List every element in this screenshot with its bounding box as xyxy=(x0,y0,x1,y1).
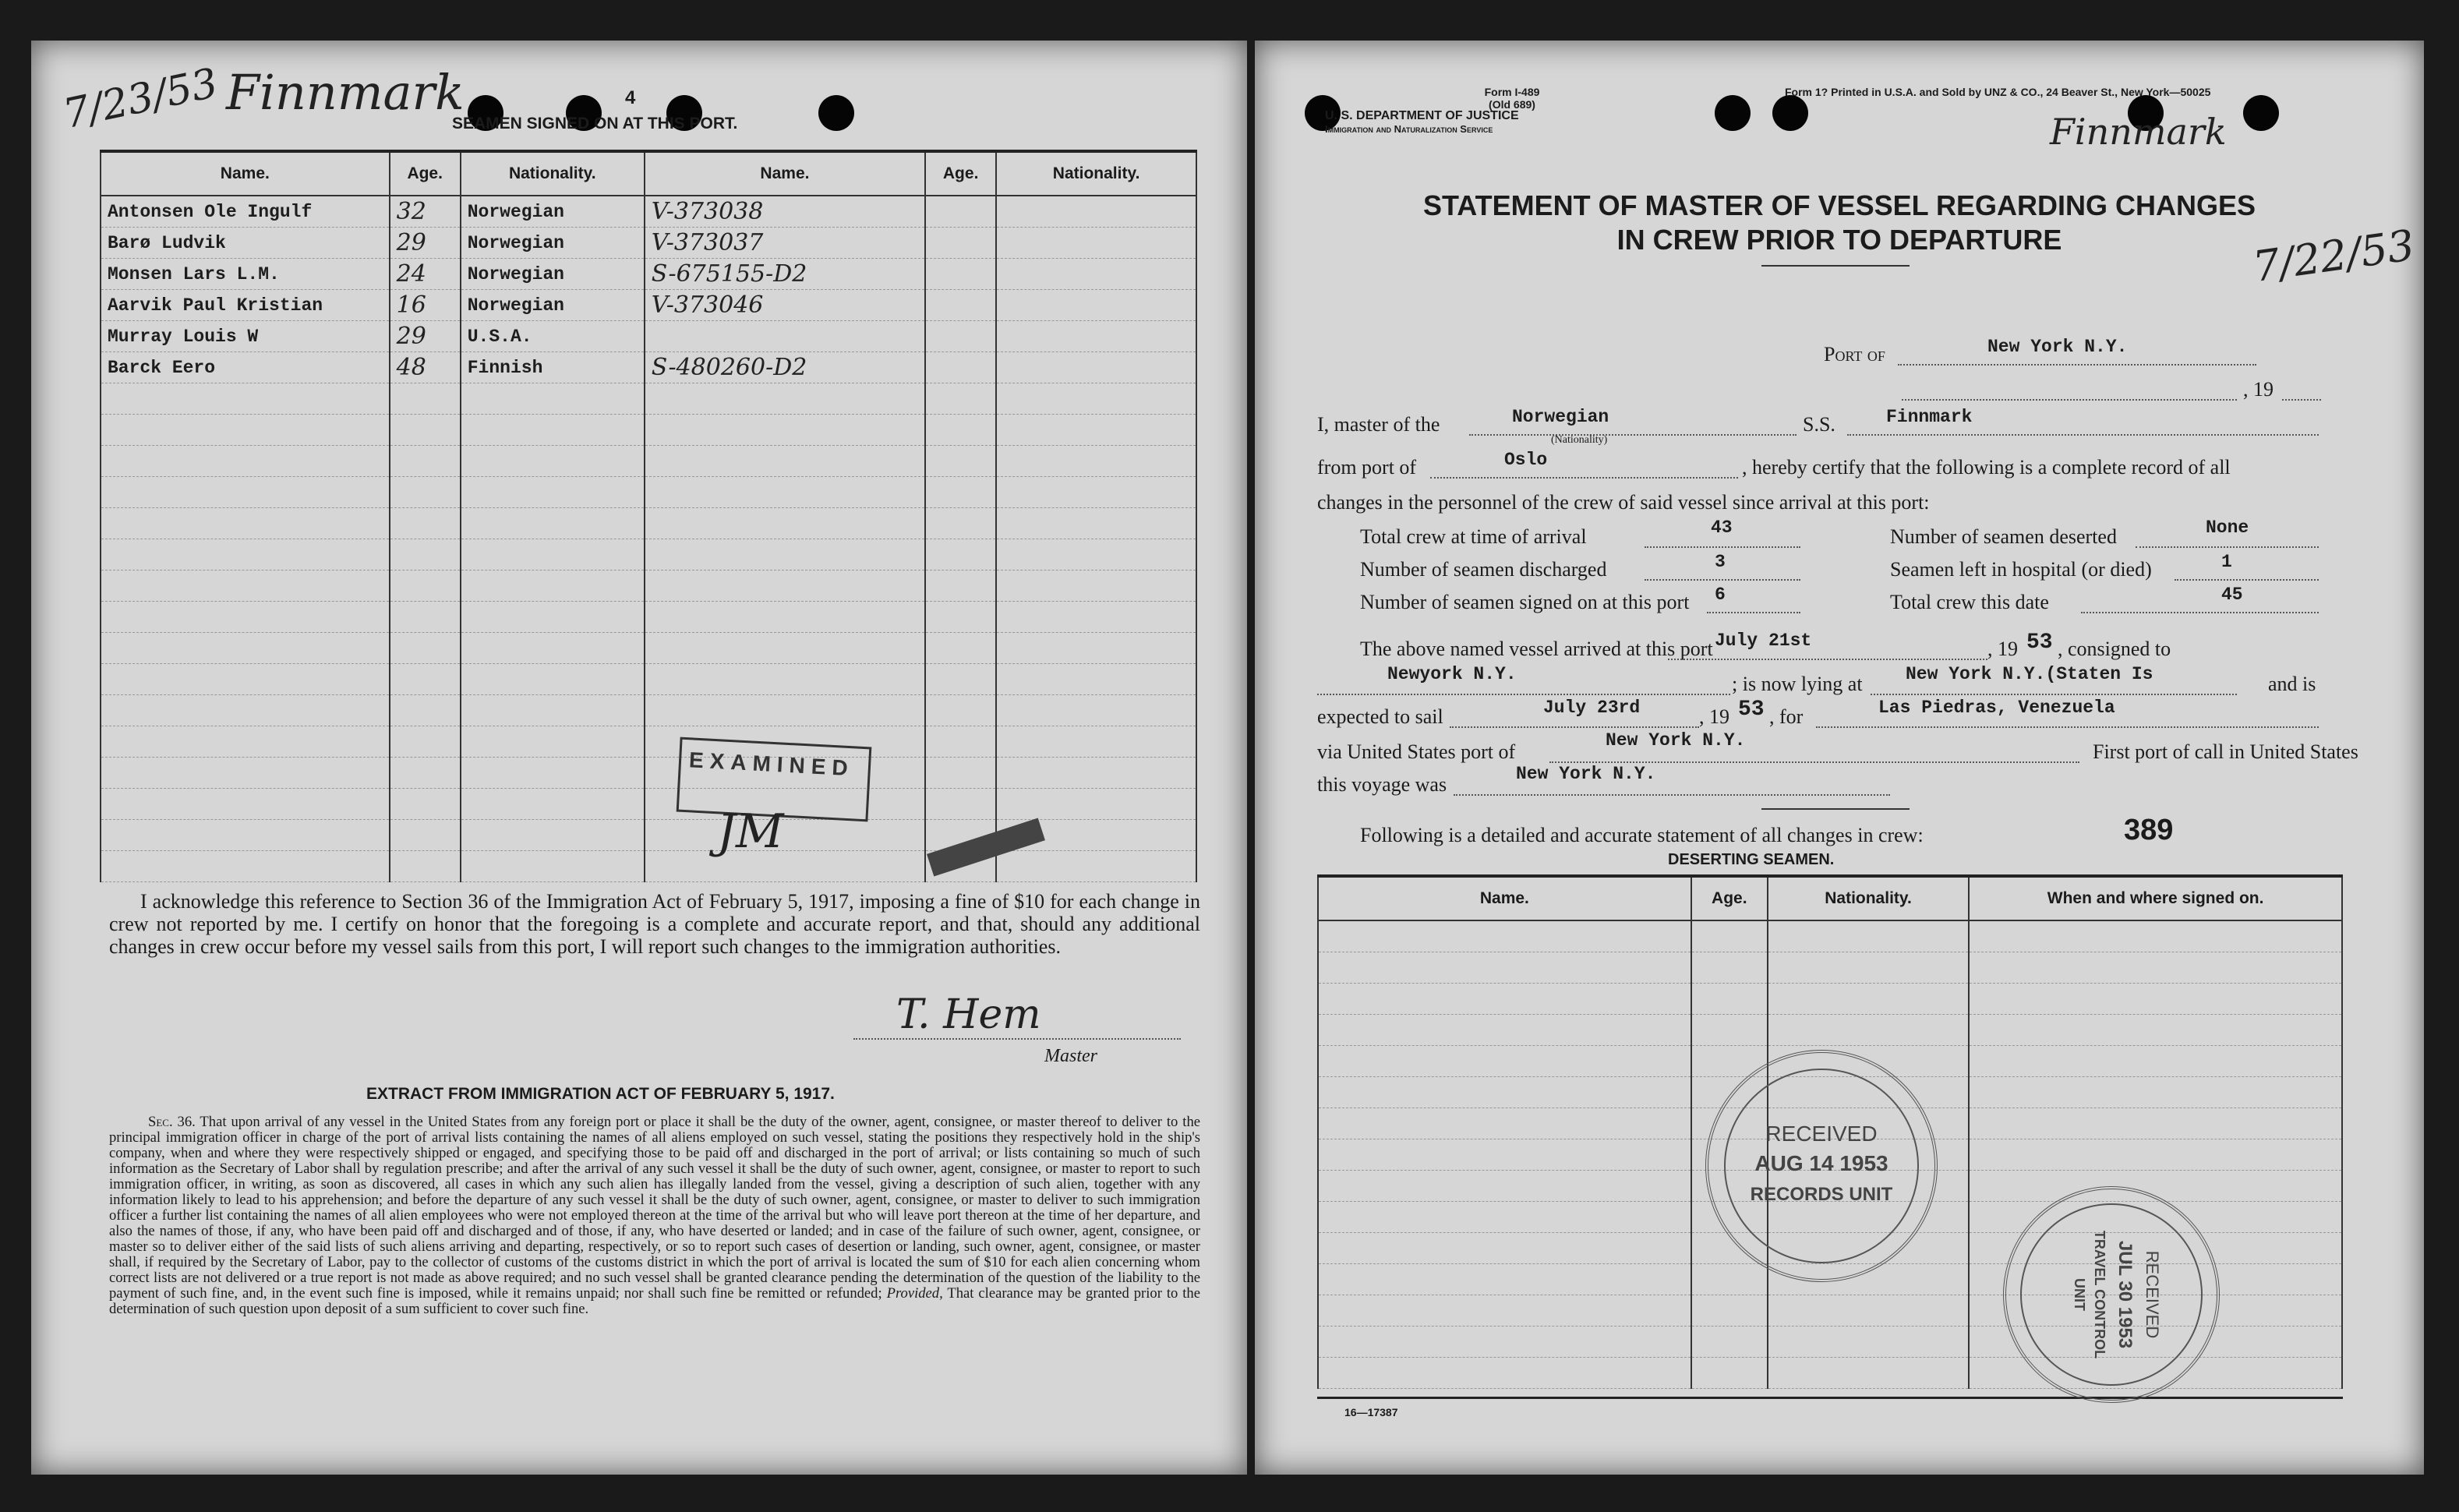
punch-hole xyxy=(2243,95,2279,131)
cell-nationality-2 xyxy=(996,602,1196,633)
cell-nationality-2 xyxy=(996,196,1196,228)
cell-age xyxy=(390,633,461,664)
left-page xyxy=(31,41,1247,1475)
cell-name xyxy=(1318,1171,1691,1202)
cell-name xyxy=(101,539,390,571)
first-port-label: First port of call in United States xyxy=(2093,740,2358,763)
cell-when-where xyxy=(1969,1077,2342,1108)
cell-name xyxy=(1318,1233,1691,1264)
form-header xyxy=(1411,86,1613,111)
via-label: via United States port of xyxy=(1317,740,1516,763)
and-is-label: and is xyxy=(2268,673,2316,695)
cell-nationality xyxy=(461,602,645,633)
cell-nationality: Norwegian xyxy=(461,196,645,228)
cell-when-where xyxy=(1969,1139,2342,1171)
cell-nationality xyxy=(461,820,645,851)
discharged-label: Number of seamen discharged xyxy=(1360,558,1607,581)
cell-nationality xyxy=(1768,1327,1969,1358)
cell-age: 48 xyxy=(390,352,461,383)
cell-note: S-675155-D2 xyxy=(645,259,925,290)
col-name-2: Name. xyxy=(645,151,925,196)
cell-age xyxy=(390,571,461,602)
cell-nationality xyxy=(461,726,645,758)
cell-name xyxy=(101,508,390,539)
extract-section: Sec. 36. xyxy=(148,1114,196,1130)
received-travel-stamp xyxy=(2003,1186,2220,1403)
cell-age-2 xyxy=(925,290,996,321)
signature-line xyxy=(853,1038,1181,1040)
cell-age xyxy=(390,664,461,695)
sail-year-prefix: , 19 xyxy=(1699,705,1729,728)
cell-age-2 xyxy=(925,383,996,415)
hospital-label: Seamen left in hospital (or died) xyxy=(1890,558,2152,581)
arrived-label: The above named vessel arrived at this port xyxy=(1360,638,1713,660)
cell-age-2 xyxy=(925,789,996,820)
cell-name xyxy=(1318,952,1691,984)
right-page xyxy=(1255,41,2424,1475)
stamp1-line2: AUG 14 1953 xyxy=(1754,1151,1888,1175)
stamp1-line3: RECORDS UNIT xyxy=(1750,1184,1893,1205)
cell-name xyxy=(101,633,390,664)
cell-name xyxy=(101,477,390,508)
cell-age-2 xyxy=(925,446,996,477)
cell-nationality xyxy=(461,539,645,571)
destination-value: Las Piedras, Venezuela xyxy=(1878,698,2115,718)
table-row xyxy=(101,259,1196,290)
cell-nationality-2 xyxy=(996,664,1196,695)
col-age-2: Age. xyxy=(925,151,996,196)
cell-name xyxy=(1318,984,1691,1015)
extract-provided: Provided, xyxy=(886,1285,943,1302)
cell-nationality xyxy=(461,477,645,508)
table-row xyxy=(101,789,1196,820)
cell-note xyxy=(645,539,925,571)
total-crew-arrival-value: 43 xyxy=(1711,518,1733,538)
cell-age xyxy=(390,820,461,851)
cell-nationality xyxy=(461,695,645,726)
cell-nationality xyxy=(461,571,645,602)
cell-age xyxy=(390,602,461,633)
cell-nationality-2 xyxy=(996,695,1196,726)
printer-line: Form 1? Printed in U.S.A. and Sold by UNZ & CO., 24 Beaver St., New York—50025 xyxy=(1785,86,2211,98)
cell-nationality xyxy=(461,758,645,789)
cell-age-2 xyxy=(925,664,996,695)
cell-age-2 xyxy=(925,352,996,383)
via-value: New York N.Y. xyxy=(1606,730,1746,751)
cell-nationality xyxy=(461,851,645,882)
cell-note xyxy=(645,571,925,602)
year-line xyxy=(2282,376,2321,401)
year-prefix: , 19 xyxy=(2243,378,2274,401)
total-crew-value: 45 xyxy=(2221,585,2243,605)
cell-nationality-2 xyxy=(996,290,1196,321)
cell-name xyxy=(1318,1327,1691,1358)
stamp2-line3: TRAVEL CONTROL xyxy=(2092,1230,2107,1359)
cell-nationality xyxy=(461,633,645,664)
table-row xyxy=(101,508,1196,539)
cell-nationality-2 xyxy=(996,539,1196,571)
consigned-label: , consigned to xyxy=(2058,638,2171,660)
cell-nationality xyxy=(461,789,645,820)
from-port-label: from port of xyxy=(1317,456,1417,479)
handwritten-vessel-right: Finnmark xyxy=(2050,111,2227,153)
cell-age-2 xyxy=(925,321,996,352)
cell-name xyxy=(1318,1015,1691,1046)
hospital-value: 1 xyxy=(2221,552,2232,572)
cell-name: Monsen Lars L.M. xyxy=(101,259,390,290)
col-nationality: Nationality. xyxy=(461,151,645,196)
cell-nationality xyxy=(1768,1358,1969,1389)
form-old: (Old 689) xyxy=(1489,98,1535,111)
department: U. S. DEPARTMENT OF JUSTICE xyxy=(1325,109,1519,122)
cell-nationality xyxy=(461,446,645,477)
cell-nationality-2 xyxy=(996,571,1196,602)
cell-note xyxy=(645,851,925,882)
cell-nationality xyxy=(461,383,645,415)
cell-note xyxy=(645,446,925,477)
arrived-date: July 21st xyxy=(1715,631,1812,651)
cell-nationality: Norwegian xyxy=(461,290,645,321)
master-signature: T. Hem xyxy=(896,991,1041,1038)
punch-hole xyxy=(818,95,854,131)
cell-when-where xyxy=(1969,1108,2342,1139)
cell-age-2 xyxy=(925,259,996,290)
cell-note xyxy=(645,602,925,633)
ss-label: S.S. xyxy=(1803,413,1835,436)
cell-age xyxy=(1691,920,1768,952)
cell-age-2 xyxy=(925,571,996,602)
cell-name xyxy=(1318,1202,1691,1233)
form-id: Form I-489 xyxy=(1484,86,1540,98)
cell-note xyxy=(645,383,925,415)
cell-age xyxy=(390,539,461,571)
total-crew-label: Total crew this date xyxy=(1890,591,2049,613)
table-row xyxy=(101,477,1196,508)
service: Immigration and Naturalization Service xyxy=(1325,123,1493,135)
col-name: Name. xyxy=(101,151,390,196)
cell-nationality-2 xyxy=(996,228,1196,259)
table-row xyxy=(101,228,1196,259)
from-port-line xyxy=(1430,454,1738,479)
cell-nationality: Finnish xyxy=(461,352,645,383)
discharged-value: 3 xyxy=(1715,552,1726,572)
cell-name xyxy=(101,446,390,477)
stamp2-line4: UNIT xyxy=(2072,1278,2087,1311)
certify-text: , hereby certify that the following is a complete record of all xyxy=(1742,456,2231,479)
cell-age xyxy=(1691,1358,1768,1389)
cell-age xyxy=(1691,1015,1768,1046)
cell-age xyxy=(1691,1295,1768,1327)
master-of-label: I, master of the xyxy=(1317,413,1440,436)
cell-nationality-2 xyxy=(996,633,1196,664)
cell-name xyxy=(1318,920,1691,952)
cell-age xyxy=(390,477,461,508)
col-nationality: Nationality. xyxy=(1768,876,1969,920)
cell-name xyxy=(101,820,390,851)
punch-hole xyxy=(1772,95,1808,131)
cell-name xyxy=(101,851,390,882)
cell-name xyxy=(101,695,390,726)
table-row xyxy=(101,758,1196,789)
nationality-caption: (Nationality) xyxy=(1551,434,1608,446)
cell-nationality: U.S.A. xyxy=(461,321,645,352)
total-crew-arrival-label: Total crew at time of arrival xyxy=(1360,525,1587,548)
cell-nationality xyxy=(461,508,645,539)
table-row xyxy=(101,571,1196,602)
cell-name: Barø Ludvik xyxy=(101,228,390,259)
table-row xyxy=(101,290,1196,321)
sail-year: 53 xyxy=(1738,698,1765,722)
expected-label: expected to sail xyxy=(1317,705,1443,728)
seamen-signed-table xyxy=(100,150,1197,882)
port-of-label: Port of xyxy=(1824,343,1885,366)
table-bottom-rule xyxy=(1317,1397,2343,1399)
cell-age: 32 xyxy=(390,196,461,228)
cell-nationality-2 xyxy=(996,508,1196,539)
stat-line xyxy=(2175,556,2319,581)
table-row xyxy=(1318,952,2342,984)
table-row xyxy=(101,539,1196,571)
cell-age-2 xyxy=(925,633,996,664)
cell-age xyxy=(1691,1327,1768,1358)
cell-age: 29 xyxy=(390,228,461,259)
table-row xyxy=(1318,1015,2342,1046)
rule xyxy=(1761,808,1910,810)
cell-nationality-2 xyxy=(996,415,1196,446)
cell-nationality xyxy=(1768,920,1969,952)
deserted-label: Number of seamen deserted xyxy=(1890,525,2117,548)
cell-nationality-2 xyxy=(996,851,1196,882)
master-label: Master xyxy=(1044,1046,1097,1066)
cell-age xyxy=(390,415,461,446)
cell-nationality-2 xyxy=(996,789,1196,820)
cell-nationality-2 xyxy=(996,446,1196,477)
extract-end: That clearance may be granted prior to the determination of such question upon deposit of a sum sufficient to cover such fine. xyxy=(109,1285,1200,1317)
cell-nationality xyxy=(1768,1015,1969,1046)
cell-nationality-2 xyxy=(996,477,1196,508)
cell-note xyxy=(645,477,925,508)
stamp2-line1: RECEIVED xyxy=(2143,1250,2162,1339)
table-row xyxy=(1318,984,2342,1015)
signed-on-label: Number of seamen signed on at this port xyxy=(1360,591,1690,613)
table-title: SEAMEN SIGNED ON AT THIS PORT. xyxy=(452,115,738,132)
signed-on-value: 6 xyxy=(1715,585,1726,605)
table-row xyxy=(101,633,1196,664)
table-row xyxy=(101,196,1196,228)
cell-note xyxy=(645,633,925,664)
cell-age: 29 xyxy=(390,321,461,352)
nationality-value: Norwegian xyxy=(1512,407,1609,427)
cell-note: V-373037 xyxy=(645,228,925,259)
consignee-line xyxy=(1317,670,1730,695)
consignee-value: Newyork N.Y. xyxy=(1387,664,1517,684)
cell-nationality xyxy=(1768,1295,1969,1327)
col-when-where: When and where signed on. xyxy=(1969,876,2342,920)
stamp1-line1: RECEIVED xyxy=(1765,1122,1878,1146)
deserting-title: DESERTING SEAMEN. xyxy=(1668,851,1835,868)
cell-name: Antonsen Ole Ingulf xyxy=(101,196,390,228)
cell-name xyxy=(101,789,390,820)
footer-code: 16—17387 xyxy=(1344,1406,1398,1418)
cell-name xyxy=(101,664,390,695)
cell-nationality xyxy=(461,415,645,446)
cell-note xyxy=(645,820,925,851)
cell-name xyxy=(1318,1358,1691,1389)
cell-nationality xyxy=(1768,952,1969,984)
cell-age-2 xyxy=(925,477,996,508)
handwritten-vessel: Finnmark xyxy=(226,64,465,121)
for-label: , for xyxy=(1769,705,1804,728)
lying-value: New York N.Y.(Staten Is xyxy=(1906,664,2153,684)
col-age: Age. xyxy=(390,151,461,196)
cell-age xyxy=(1691,1264,1768,1295)
cell-nationality: Norwegian xyxy=(461,259,645,290)
title-line-1: STATEMENT OF MASTER OF VESSEL REGARDING CHANGES xyxy=(1422,189,2256,221)
col-age: Age. xyxy=(1691,876,1768,920)
cell-age-2 xyxy=(925,726,996,758)
cell-name xyxy=(101,726,390,758)
title-rule xyxy=(1761,265,1910,267)
date-line xyxy=(1902,376,2237,401)
title-line-2: IN CREW PRIOR TO DEPARTURE xyxy=(1616,224,2062,256)
cell-age xyxy=(1691,952,1768,984)
table-row xyxy=(101,415,1196,446)
cell-nationality xyxy=(1768,984,1969,1015)
handwritten-date-right: 7/22/53 xyxy=(2249,220,2418,292)
cell-nationality-2 xyxy=(996,758,1196,789)
table-row xyxy=(101,664,1196,695)
cell-name xyxy=(1318,1077,1691,1108)
initials: JM xyxy=(717,804,784,859)
table-row xyxy=(101,602,1196,633)
acknowledgment-text: I acknowledge this reference to Section 36 of the Immigration Act of February 5, 1917, imposing a fine of $10 for each change in crew not reported by me. I certify on honor that the foregoing is a complete and accurate report, and that, should any additional changes in crew occur before my vessel sails from this port, I will report such changes to the immigration authorities. xyxy=(109,890,1200,958)
table-row xyxy=(101,726,1196,758)
cell-age-2 xyxy=(925,539,996,571)
cell-age-2 xyxy=(925,415,996,446)
cell-name xyxy=(101,602,390,633)
serial-number: 389 xyxy=(2124,814,2174,846)
cell-nationality-2 xyxy=(996,726,1196,758)
cell-age-2 xyxy=(925,196,996,228)
cell-note: V-373046 xyxy=(645,290,925,321)
cell-nationality-2 xyxy=(996,383,1196,415)
cell-name xyxy=(1318,1108,1691,1139)
cell-note xyxy=(645,664,925,695)
cell-age xyxy=(390,851,461,882)
cell-when-where xyxy=(1969,1046,2342,1077)
cell-name xyxy=(101,571,390,602)
extract-text: That upon arrival of any vessel in the United States from any foreign port or place it shall be the duty of the owner, agent, consignee, or master thereof to deliver to the principal immigration officer in charge of the port of arrival lists containing the names of all aliens employed on such vessel, stating the positions they respectively hold in the ship's company, when and where they were respectively shipped or engaged, and specifying those to be paid off and discharged in the port of arrival; or lists containing so much of such information as the Secretary of Labor shall by regulation prescribe; and after the arrival of any such vessel it shall be the duty of such owner, agent, consignee, or master to report to such immigration officer, in writing, as soon as discovered, all cases in which any such alien has illegally landed from the vessel, giving a description of such alien, together with any information likely to lead to his apprehension; and before the departure of any such vessel it shall be the duty of such owner, agent, consignee, or master to deliver to such immigration officer a further list containing the names of all alien employees who were not employed thereon at the time of the arrival but who will leave port thereon at the time of her departure, and also the names of those, if any, who have been paid off and discharged and of those, if any, who have deserted or landed; and in case of the failure of such owner, agent, consignee, or master so to deliver either of the said lists of such aliens arriving and departing, respectively, or so to report such cases of desertion or landing, such owner, agent, consignee, or master shall, if required by the Secretary of Labor, pay to the collector of customs of the customs district in which the port of arrival is located the sum of $10 for each alien concerning whom correct lists are not delivered or a true report is not made as above required; and no such vessel shall be granted clearance pending the determination of the question of the liability to the payment of such fine, and, in the event such fine is imposed, while it remains unpaid; nor shall such fine be remitted or refunded; xyxy=(109,1114,1201,1302)
cell-name xyxy=(1318,1264,1691,1295)
cell-age-2 xyxy=(925,508,996,539)
extract-body xyxy=(109,1115,1200,1317)
cell-nationality-2 xyxy=(996,321,1196,352)
extract-title: EXTRACT FROM IMMIGRATION ACT OF FEBRUARY 5, 1917. xyxy=(366,1085,835,1103)
cell-name xyxy=(1318,1046,1691,1077)
table-row xyxy=(101,851,1196,882)
cell-age-2 xyxy=(925,695,996,726)
cell-age xyxy=(390,758,461,789)
cell-age-2 xyxy=(925,602,996,633)
changes-text: changes in the personnel of the crew of said vessel since arrival at this port: xyxy=(1317,491,1930,514)
cell-age xyxy=(390,695,461,726)
cell-nationality xyxy=(461,664,645,695)
cell-name xyxy=(101,415,390,446)
cell-age xyxy=(390,383,461,415)
cell-note xyxy=(645,321,925,352)
cell-age-2 xyxy=(925,228,996,259)
table-row xyxy=(1318,920,2342,952)
cell-note: V-373038 xyxy=(645,196,925,228)
examined-stamp: EXAMINED xyxy=(677,737,872,822)
cell-note xyxy=(645,508,925,539)
cell-age: 16 xyxy=(390,290,461,321)
col-name: Name. xyxy=(1318,876,1691,920)
cell-when-where xyxy=(1969,952,2342,984)
cell-age xyxy=(390,508,461,539)
form-title xyxy=(1255,189,2424,257)
table-row xyxy=(101,446,1196,477)
cell-nationality-2 xyxy=(996,352,1196,383)
cell-age xyxy=(390,446,461,477)
this-voyage-label: this voyage was xyxy=(1317,773,1447,796)
cell-note xyxy=(645,695,925,726)
cell-name xyxy=(101,383,390,415)
cell-note: S-480260-D2 xyxy=(645,352,925,383)
arrived-year-prefix: , 19 xyxy=(1987,638,2018,660)
cell-name: Barck Eero xyxy=(101,352,390,383)
ship-name-value: Finnmark xyxy=(1886,407,1973,427)
col-nationality-2: Nationality. xyxy=(996,151,1196,196)
table-row xyxy=(101,695,1196,726)
cell-name xyxy=(101,758,390,789)
cell-when-where xyxy=(1969,920,2342,952)
cell-nationality: Norwegian xyxy=(461,228,645,259)
from-port-value: Oslo xyxy=(1504,450,1548,470)
cell-name: Murray Louis W xyxy=(101,321,390,352)
cell-nationality-2 xyxy=(996,259,1196,290)
table-row xyxy=(101,352,1196,383)
table-row xyxy=(101,321,1196,352)
cell-name xyxy=(1318,1139,1691,1171)
cell-age xyxy=(390,789,461,820)
cell-age xyxy=(390,726,461,758)
cell-age-2 xyxy=(925,758,996,789)
cell-age: 24 xyxy=(390,259,461,290)
following-label: Following is a detailed and accurate statement of all changes in crew: xyxy=(1360,824,1924,846)
cell-note xyxy=(645,415,925,446)
stamp2-line2: JUL 30 1953 xyxy=(2115,1240,2136,1349)
cell-when-where xyxy=(1969,984,2342,1015)
punch-hole xyxy=(1715,95,1751,131)
deserted-value: None xyxy=(2206,518,2249,538)
port-of-value: New York N.Y. xyxy=(1987,337,2128,357)
arrived-year: 53 xyxy=(2026,631,2053,655)
sail-date: July 23rd xyxy=(1543,698,1641,718)
cell-name: Aarvik Paul Kristian xyxy=(101,290,390,321)
page-number: 4 xyxy=(625,87,636,108)
received-records-stamp xyxy=(1705,1050,1938,1282)
first-port-value: New York N.Y. xyxy=(1516,764,1656,784)
cell-name xyxy=(1318,1295,1691,1327)
cell-when-where xyxy=(1969,1015,2342,1046)
stat-line xyxy=(2081,588,2319,613)
handwritten-date: 7/23/53 xyxy=(58,59,222,139)
lying-label: ; is now lying at xyxy=(1732,673,1863,695)
cell-age xyxy=(1691,984,1768,1015)
table-row xyxy=(101,383,1196,415)
